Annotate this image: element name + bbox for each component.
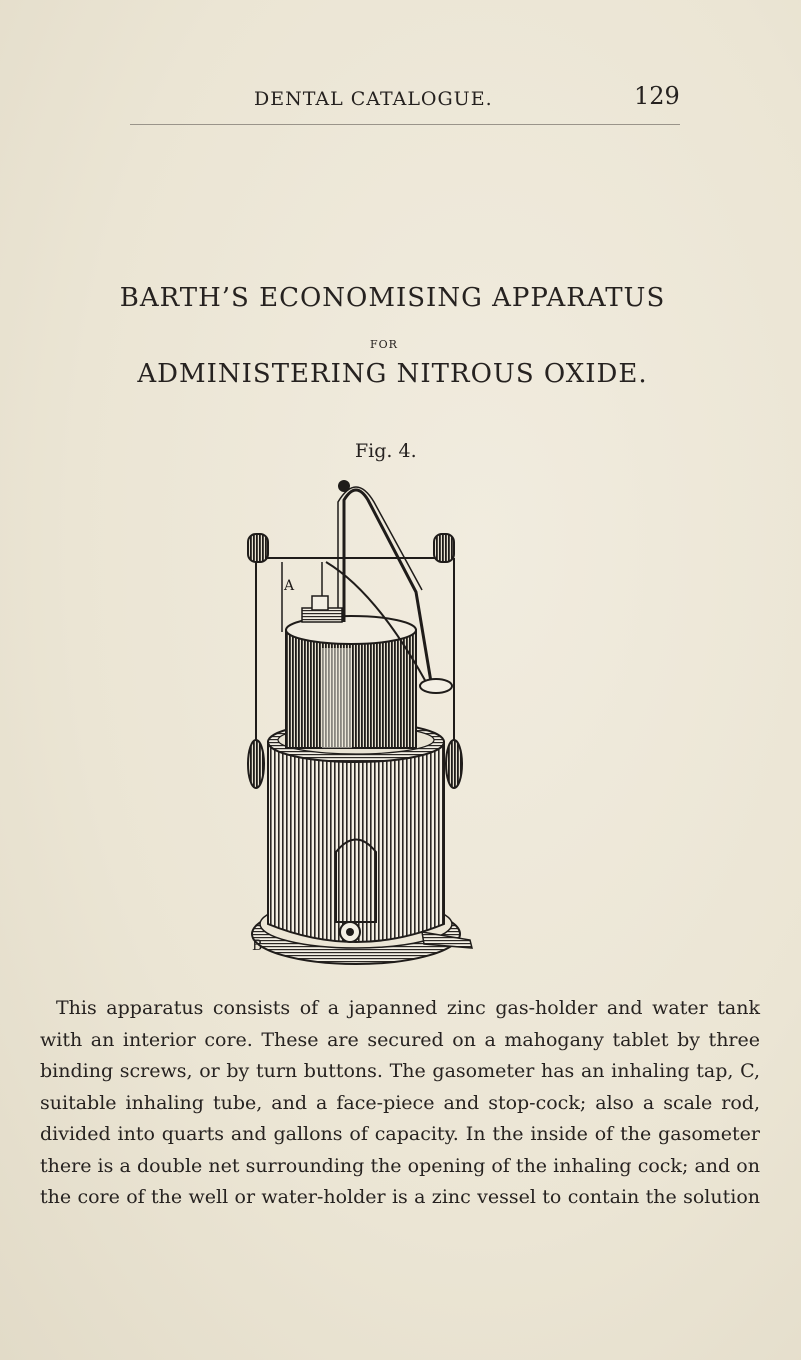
description-line-4: suitable inhaling tube, and a face-piece and stop-cock; also a scale rod, (40, 1091, 760, 1114)
description-line-3: binding screws, or by turn buttons. The gasometer has an inhaling tap, C, (40, 1060, 760, 1082)
header-rule (130, 124, 680, 125)
figure-label-b: B (252, 938, 263, 954)
description-line-5: divided into quarts and gallons of capacity. In the inside of the gasometer (40, 1123, 760, 1145)
running-head: DENTAL CATALOGUE. (254, 88, 493, 110)
title-for: FOR (370, 338, 398, 351)
description-paragraph (40, 993, 760, 1214)
stop-cock (302, 596, 342, 622)
figure-caption: Fig. 4. (355, 440, 417, 462)
page-number: 129 (634, 82, 680, 110)
title-line-1: BARTH’S ECONOMISING APPARATUS (119, 283, 666, 313)
description-line-6: there is a double net surrounding the opening of the inhaling cock; and on (40, 1154, 760, 1177)
description-line-2: with an interior core. These are secured on a mahogany tablet by three (40, 1028, 760, 1051)
figure-label-a: A (284, 578, 295, 594)
description-line-1: This apparatus consists of a japanned zinc gas-holder and water tank (56, 997, 760, 1019)
apparatus-engraving (226, 472, 486, 980)
title-line-2: ADMINISTERING NITROUS OXIDE. (137, 359, 648, 389)
description-line-7: the core of the well or water-holder is a zinc vessel to contain the solution (40, 1186, 760, 1208)
